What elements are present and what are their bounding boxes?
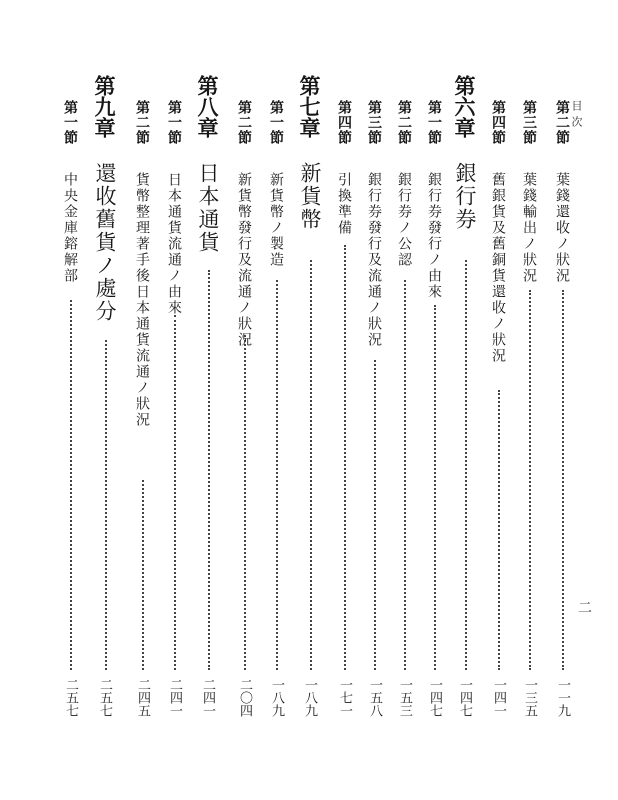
- dot-leader: [344, 245, 346, 670]
- entry-label: 第四節: [336, 100, 352, 145]
- entry-title: 引換準備: [336, 172, 352, 236]
- toc-entry: [230, 100, 260, 740]
- toc-chapter-entry: [450, 75, 480, 740]
- entry-page-number: 二四五: [135, 678, 150, 717]
- toc-entry: [548, 100, 578, 740]
- entry-label: 第四節: [490, 100, 506, 145]
- chapter-title: 還收舊貨ノ處分: [93, 162, 117, 323]
- entry-title: 新貨幣ノ製造: [268, 172, 284, 268]
- chapter-title: 日本通貨: [196, 162, 220, 254]
- dot-leader: [105, 340, 107, 670]
- dot-leader: [174, 315, 176, 670]
- chapter-title: 銀行券: [453, 162, 477, 231]
- entry-label: 第三節: [366, 100, 382, 145]
- dot-leader: [404, 280, 406, 670]
- chapter-label: 第六章: [452, 75, 477, 138]
- toc-entry: [56, 100, 86, 740]
- chapter-label: 第九章: [92, 75, 117, 138]
- entry-title: 新貨幣發行及流通ノ狀況: [236, 172, 252, 348]
- toc-entry: [128, 100, 158, 740]
- entry-label: 第一節: [268, 100, 284, 145]
- entry-page-number: 一三五: [522, 678, 537, 717]
- entry-page-number: 一八九: [269, 678, 284, 717]
- dot-leader: [310, 260, 312, 670]
- entry-label: 第三節: [521, 100, 537, 145]
- entry-page-number: 一一九: [555, 678, 570, 717]
- page-number: 二: [576, 600, 592, 614]
- chapter-title: 新貨幣: [298, 162, 322, 231]
- entry-page-number: 二五七: [63, 678, 78, 717]
- toc-chapter-entry: [193, 75, 223, 740]
- entry-label: 第二節: [554, 100, 570, 145]
- toc-entry: [160, 100, 190, 740]
- dot-leader: [276, 280, 278, 670]
- dot-leader: [434, 305, 436, 670]
- entry-title: 葉錢還收ノ狀況: [554, 172, 570, 284]
- toc-chapter-entry: [90, 75, 120, 740]
- entry-page-number: 二四一: [167, 678, 182, 717]
- entry-label: 第一節: [426, 100, 442, 145]
- dot-leader: [465, 260, 467, 670]
- entry-page-number: 二〇四: [237, 678, 252, 717]
- dot-leader: [208, 270, 210, 670]
- dot-leader: [562, 290, 564, 670]
- toc-entry: [330, 100, 360, 740]
- entry-title: 日本通貨流通ノ由來: [166, 172, 182, 316]
- toc-entry: [262, 100, 292, 740]
- entry-page-number: 一五三: [397, 678, 412, 717]
- toc-entry: [515, 100, 545, 740]
- entry-page-number: 二四一: [200, 678, 215, 717]
- toc-entry: [360, 100, 390, 740]
- entry-label: 第二節: [396, 100, 412, 145]
- chapter-label: 第八章: [195, 75, 220, 138]
- entry-title: 銀行券ノ公認: [396, 172, 412, 268]
- entry-page-number: 二五七: [97, 678, 112, 717]
- dot-leader: [244, 335, 246, 670]
- entry-page-number: 一四一: [491, 678, 506, 717]
- toc-entry: [420, 100, 450, 740]
- entry-label: 第二節: [236, 100, 252, 145]
- entry-title: 葉錢輸出ノ狀況: [521, 172, 537, 284]
- entry-title: 銀行券發行ノ由來: [426, 172, 442, 300]
- dot-leader: [374, 360, 376, 670]
- chapter-label: 第七章: [297, 75, 322, 138]
- entry-label: 第一節: [166, 100, 182, 145]
- toc-entry: [390, 100, 420, 740]
- entry-page-number: 一七一: [337, 678, 352, 717]
- entry-label: 第二節: [134, 100, 150, 145]
- entry-label: 第一節: [62, 100, 78, 145]
- dot-leader: [529, 290, 531, 670]
- entry-page-number: 一五八: [367, 678, 382, 717]
- entry-title: 貨幣整理著手後日本通貨流通ノ狀況: [134, 172, 150, 428]
- dot-leader: [142, 480, 144, 670]
- entry-page-number: 一四七: [457, 678, 472, 717]
- dot-leader: [70, 300, 72, 670]
- entry-page-number: 一八九: [302, 678, 317, 717]
- toc-entry: [484, 100, 514, 740]
- toc-chapter-entry: [295, 75, 325, 740]
- entry-title: 中央金庫鎔解部: [62, 172, 78, 284]
- dot-leader: [498, 390, 500, 670]
- entry-page-number: 一四七: [427, 678, 442, 717]
- entry-title: 銀行券發行及流通ノ狀況: [366, 172, 382, 348]
- page-header-title: 目次: [570, 100, 583, 132]
- entry-title: 舊銀貨及舊銅貨還收ノ狀況: [490, 172, 506, 364]
